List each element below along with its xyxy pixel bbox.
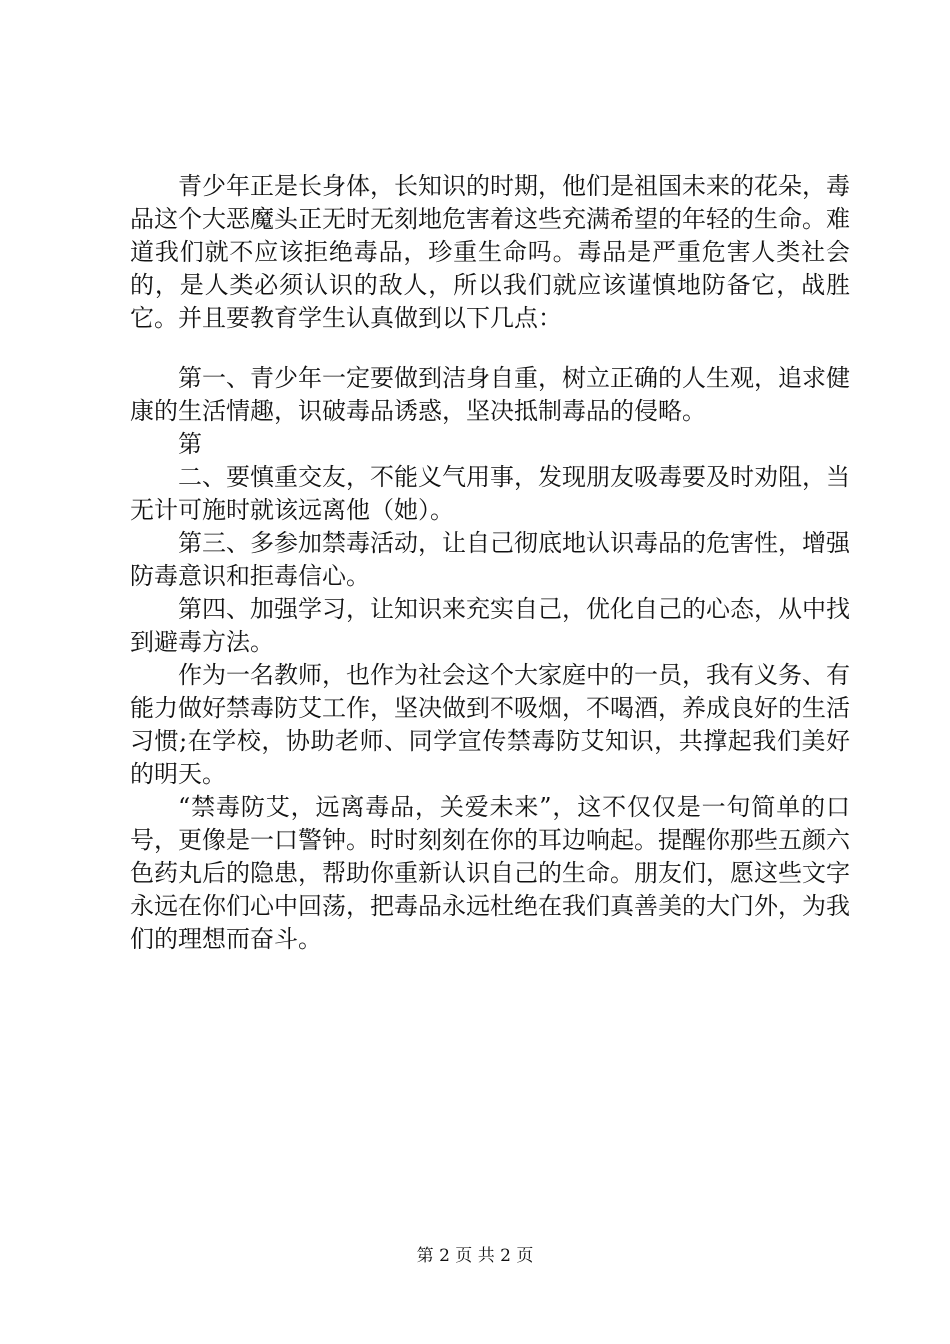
paragraph-conclusion: “禁毒防艾，远离毒品，关爱未来”，这不仅仅是一句简单的口号，更像是一口警钟。时时刻刻在你的耳边响起。提醒你那些五颜六色药丸后的隐患，帮助你重新认识自己的生命。朋友们，愿这些文字永远在你们心中回荡，把毒品永远杜绝在我们真善美的大门外，为我们的理想而奋斗。 [130,793,850,953]
paragraph-point-two: 二、要慎重交友，不能义气用事，发现朋友吸毒要及时劝阻，当无计可施时就该远离他（她）。 [130,463,850,524]
paragraph-point-four: 第四、加强学习，让知识来充实自己，优化自己的心态，从中找到避毒方法。 [130,595,850,656]
paragraph-point-three: 第三、多参加禁毒活动，让自己彻底地认识毒品的危害性，增强防毒意识和拒毒信心。 [130,529,850,590]
paragraph-intro: 青少年正是长身体，长知识的时期，他们是祖国未来的花朵，毒品这个大恶魔头正无时无刻地危害着这些充满希望的年轻的生命。难道我们就不应该拒绝毒品，珍重生命吗。毒品是严重危害人类社会的，是人类必须认识的敌人，所以我们就应该谨慎地防备它，战胜它。并且要教育学生认真做到以下几点： [130,172,850,332]
paragraph-point-one: 第一、青少年一定要做到洁身自重，树立正确的人生观，追求健康的生活情趣，识破毒品诱惑，坚决抵制毒品的侵略。 [130,364,850,425]
page-number-footer: 第 2 页 共 2 页 [416,1246,534,1266]
paragraph-point-two-prefix: 第 [178,430,202,458]
paragraph-teacher: 作为一名教师，也作为社会这个大家庭中的一员，我有义务、有能力做好禁毒防艾工作，坚决做到不吸烟，不喝酒，养成良好的生活习惯;在学校，协助老师、同学宣传禁毒防艾知识，共撑起我们美好的明天。 [130,661,850,788]
document-body [130,170,850,956]
